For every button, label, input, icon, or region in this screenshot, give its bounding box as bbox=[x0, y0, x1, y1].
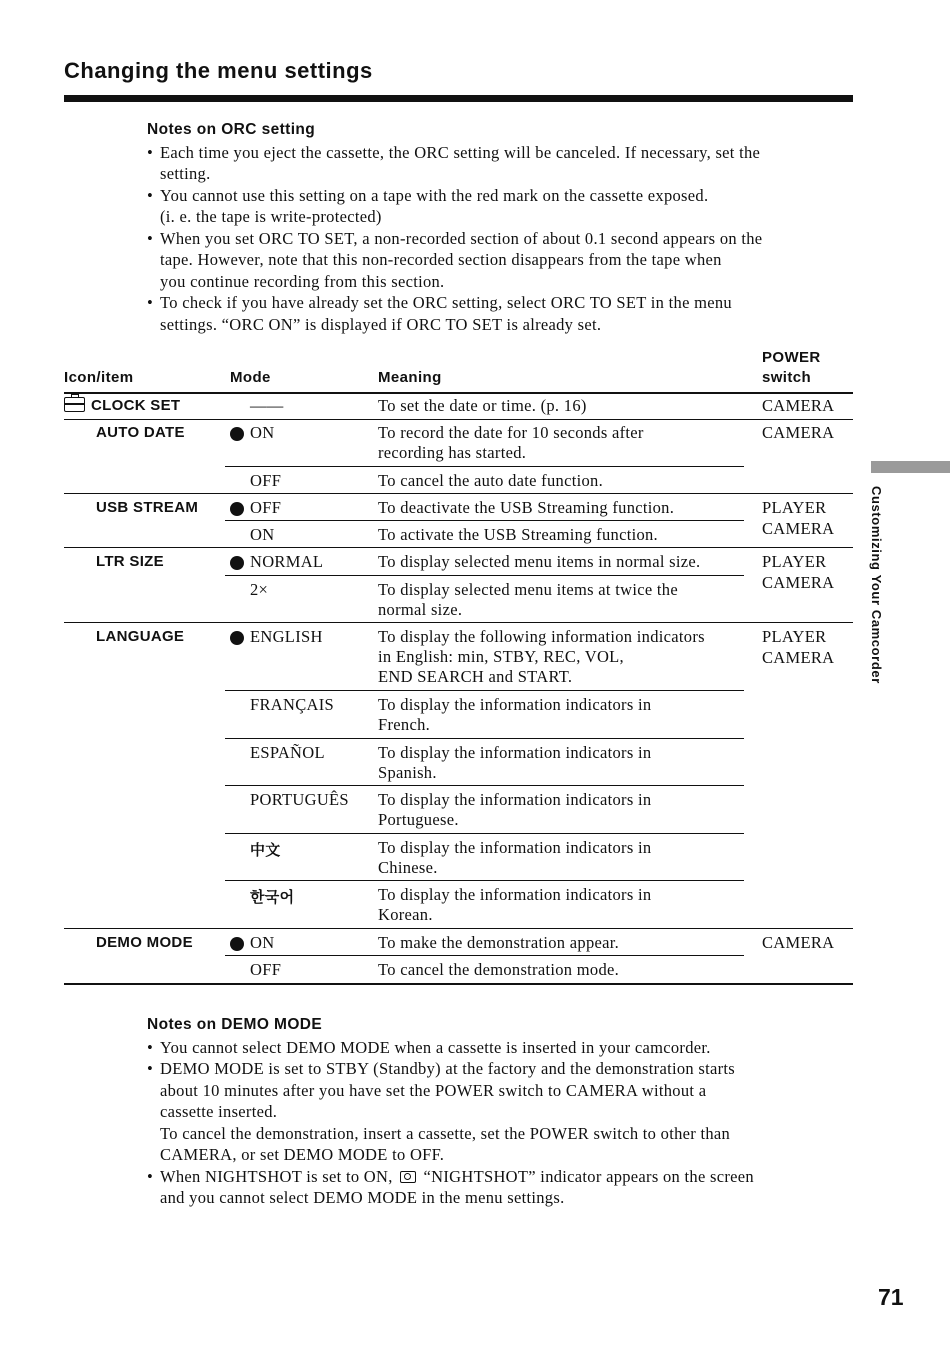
mode-cell: ON bbox=[250, 423, 275, 442]
col-header-meaning: Meaning bbox=[378, 369, 442, 386]
mode-cell: OFF bbox=[250, 960, 282, 979]
mode-cell: 한국어 bbox=[250, 888, 295, 906]
table-rule bbox=[64, 983, 853, 985]
mode-cell: PORTUGUÊS bbox=[250, 790, 349, 809]
item-usb-stream: USB STREAM bbox=[96, 499, 199, 516]
note-line: • You cannot use this setting on a tape with the red mark on the cassette exposed. bbox=[147, 185, 857, 207]
table-rule bbox=[225, 690, 744, 691]
mode-cell: ON bbox=[250, 525, 275, 544]
default-dot bbox=[230, 427, 244, 441]
note-line: To cancel the demonstration, insert a cassette, set the POWER switch to other than bbox=[160, 1123, 731, 1143]
meaning-cell: To display selected menu items in normal size. bbox=[378, 552, 701, 571]
table-rule bbox=[225, 880, 744, 881]
table-rule bbox=[225, 520, 744, 521]
table-rule bbox=[64, 928, 853, 929]
side-tab-marker bbox=[871, 461, 950, 473]
power-cell: CAMERA bbox=[762, 519, 835, 538]
meaning-cell: To cancel the demonstration mode. bbox=[378, 960, 620, 979]
mode-cell: FRANÇAIS bbox=[250, 695, 335, 714]
meaning-cell: To display the information indicators in bbox=[378, 695, 652, 714]
note-line: setting. bbox=[160, 164, 211, 183]
page-number: 71 bbox=[878, 1284, 904, 1310]
nightshot-note-after: “NIGHTSHOT” indicator appears on the screen bbox=[423, 1166, 754, 1186]
power-cell: CAMERA bbox=[762, 573, 835, 592]
table-rule bbox=[225, 738, 744, 739]
meaning-cell: Korean. bbox=[378, 905, 433, 924]
note-line: • To check if you have already set the ORC setting, select ORC TO SET in the menu bbox=[147, 292, 857, 314]
note-line: cassette inserted. bbox=[160, 1102, 278, 1121]
col-header-item: Icon/item bbox=[64, 369, 134, 386]
col-header-power-2: switch bbox=[762, 369, 812, 386]
item-auto-date: AUTO DATE bbox=[96, 424, 185, 441]
mode-cell: OFF bbox=[250, 471, 282, 490]
meaning-cell: recording has started. bbox=[378, 443, 527, 462]
meaning-cell: To display selected menu items at twice the bbox=[378, 580, 678, 599]
default-dot bbox=[230, 502, 244, 516]
table-rule bbox=[64, 392, 853, 394]
meaning-cell: French. bbox=[378, 715, 431, 734]
item-label: CLOCK SET bbox=[91, 397, 181, 414]
meaning-cell: END SEARCH and START. bbox=[378, 667, 573, 686]
default-dot bbox=[230, 556, 244, 570]
note-line: (i. e. the tape is write-protected) bbox=[160, 207, 382, 226]
mode-cell: NORMAL bbox=[250, 552, 324, 571]
note-line: you continue recording from this section. bbox=[160, 271, 445, 291]
note-line: CAMERA, or set DEMO MODE to OFF. bbox=[160, 1145, 445, 1164]
meaning-cell: To record the date for 10 seconds after bbox=[378, 423, 644, 442]
orc-notes-body bbox=[147, 142, 857, 336]
title-rule bbox=[64, 95, 853, 102]
nightshot-note-before: When NIGHTSHOT is set to ON, bbox=[160, 1166, 393, 1186]
meaning-cell: To display the information indicators in bbox=[378, 885, 652, 904]
col-header-power-1: POWER bbox=[762, 349, 821, 366]
mode-cell: ESPAÑOL bbox=[250, 743, 325, 762]
table-rule bbox=[64, 419, 853, 420]
meaning-cell: To activate the USB Streaming function. bbox=[378, 525, 658, 544]
meaning-cell: To deactivate the USB Streaming function. bbox=[378, 498, 675, 517]
note-line: • When you set ORC TO SET, a non-recorded section of about 0.1 second appears on the bbox=[147, 228, 857, 250]
power-cell: PLAYER bbox=[762, 627, 827, 646]
table-rule bbox=[64, 622, 853, 623]
page-title: Changing the menu settings bbox=[64, 58, 373, 83]
demo-notes-heading: Notes on DEMO MODE bbox=[147, 1016, 323, 1033]
meaning-cell: To display the information indicators in bbox=[378, 743, 652, 762]
power-cell: CAMERA bbox=[762, 933, 835, 952]
meaning-cell: To display the following information indicators bbox=[378, 627, 705, 646]
table-rule bbox=[225, 785, 744, 786]
meaning-cell: To display the information indicators in bbox=[378, 790, 652, 809]
meaning-cell: To set the date or time. (p. 16) bbox=[378, 396, 587, 415]
meaning-cell: To make the demonstration appear. bbox=[378, 933, 620, 952]
meaning-cell: in English: min, STBY, REC, VOL, bbox=[378, 647, 624, 666]
table-rule bbox=[225, 466, 744, 467]
nightshot-note bbox=[147, 1166, 857, 1188]
table-rule bbox=[64, 493, 853, 494]
side-tab-label: Customizing Your Camcorder bbox=[869, 486, 884, 684]
default-dot bbox=[230, 631, 244, 645]
power-cell: CAMERA bbox=[762, 648, 835, 667]
default-dot bbox=[230, 937, 244, 951]
mode-cell: ENGLISH bbox=[250, 627, 323, 646]
item-ltr-size: LTR SIZE bbox=[96, 553, 164, 570]
demo-notes bbox=[147, 1014, 857, 1209]
table-rule bbox=[64, 547, 853, 548]
meaning-cell: Portuguese. bbox=[378, 810, 459, 829]
nightshot-note-line2: and you cannot select DEMO MODE in the menu settings. bbox=[160, 1188, 565, 1207]
power-cell: CAMERA bbox=[762, 423, 835, 442]
item-demo-mode: DEMO MODE bbox=[96, 934, 193, 951]
note-line: settings. “ORC ON” is displayed if ORC TO SET is already set. bbox=[160, 314, 602, 334]
demo-notes-body bbox=[147, 1037, 857, 1166]
mode-cell: OFF bbox=[250, 498, 282, 517]
note-line: • DEMO MODE is set to STBY (Standby) at the factory and the demonstration starts bbox=[147, 1058, 857, 1080]
meaning-cell: To cancel the auto date function. bbox=[378, 471, 603, 490]
power-cell: PLAYER bbox=[762, 498, 827, 517]
nightshot-icon bbox=[400, 1171, 416, 1183]
table-rule bbox=[225, 575, 744, 576]
mode-cell: —— bbox=[250, 396, 284, 415]
meaning-cell: Spanish. bbox=[378, 763, 437, 782]
toolbox-icon bbox=[64, 397, 85, 412]
orc-notes bbox=[147, 119, 857, 335]
mode-cell: ON bbox=[250, 933, 275, 952]
power-cell: PLAYER bbox=[762, 552, 827, 571]
mode-cell: 中文 bbox=[250, 841, 281, 859]
col-header-mode: Mode bbox=[230, 369, 271, 386]
note-line: • Each time you eject the cassette, the ORC setting will be canceled. If necessary, set the bbox=[147, 142, 857, 164]
table-rule bbox=[225, 955, 744, 956]
item-clock-set bbox=[64, 397, 180, 414]
meaning-cell: normal size. bbox=[378, 600, 463, 619]
orc-notes-heading: Notes on ORC setting bbox=[147, 121, 316, 138]
power-cell: CAMERA bbox=[762, 396, 835, 415]
table-rule bbox=[225, 833, 744, 834]
meaning-cell: Chinese. bbox=[378, 858, 438, 877]
note-line: about 10 minutes after you have set the POWER switch to CAMERA without a bbox=[160, 1080, 707, 1100]
note-line: tape. However, note that this non-recorded section disappears from the tape when bbox=[160, 250, 722, 269]
note-line: • You cannot select DEMO MODE when a cassette is inserted in your camcorder. bbox=[147, 1037, 857, 1059]
item-language: LANGUAGE bbox=[96, 628, 185, 645]
meaning-cell: To display the information indicators in bbox=[378, 838, 652, 857]
mode-cell: 2× bbox=[250, 580, 269, 599]
